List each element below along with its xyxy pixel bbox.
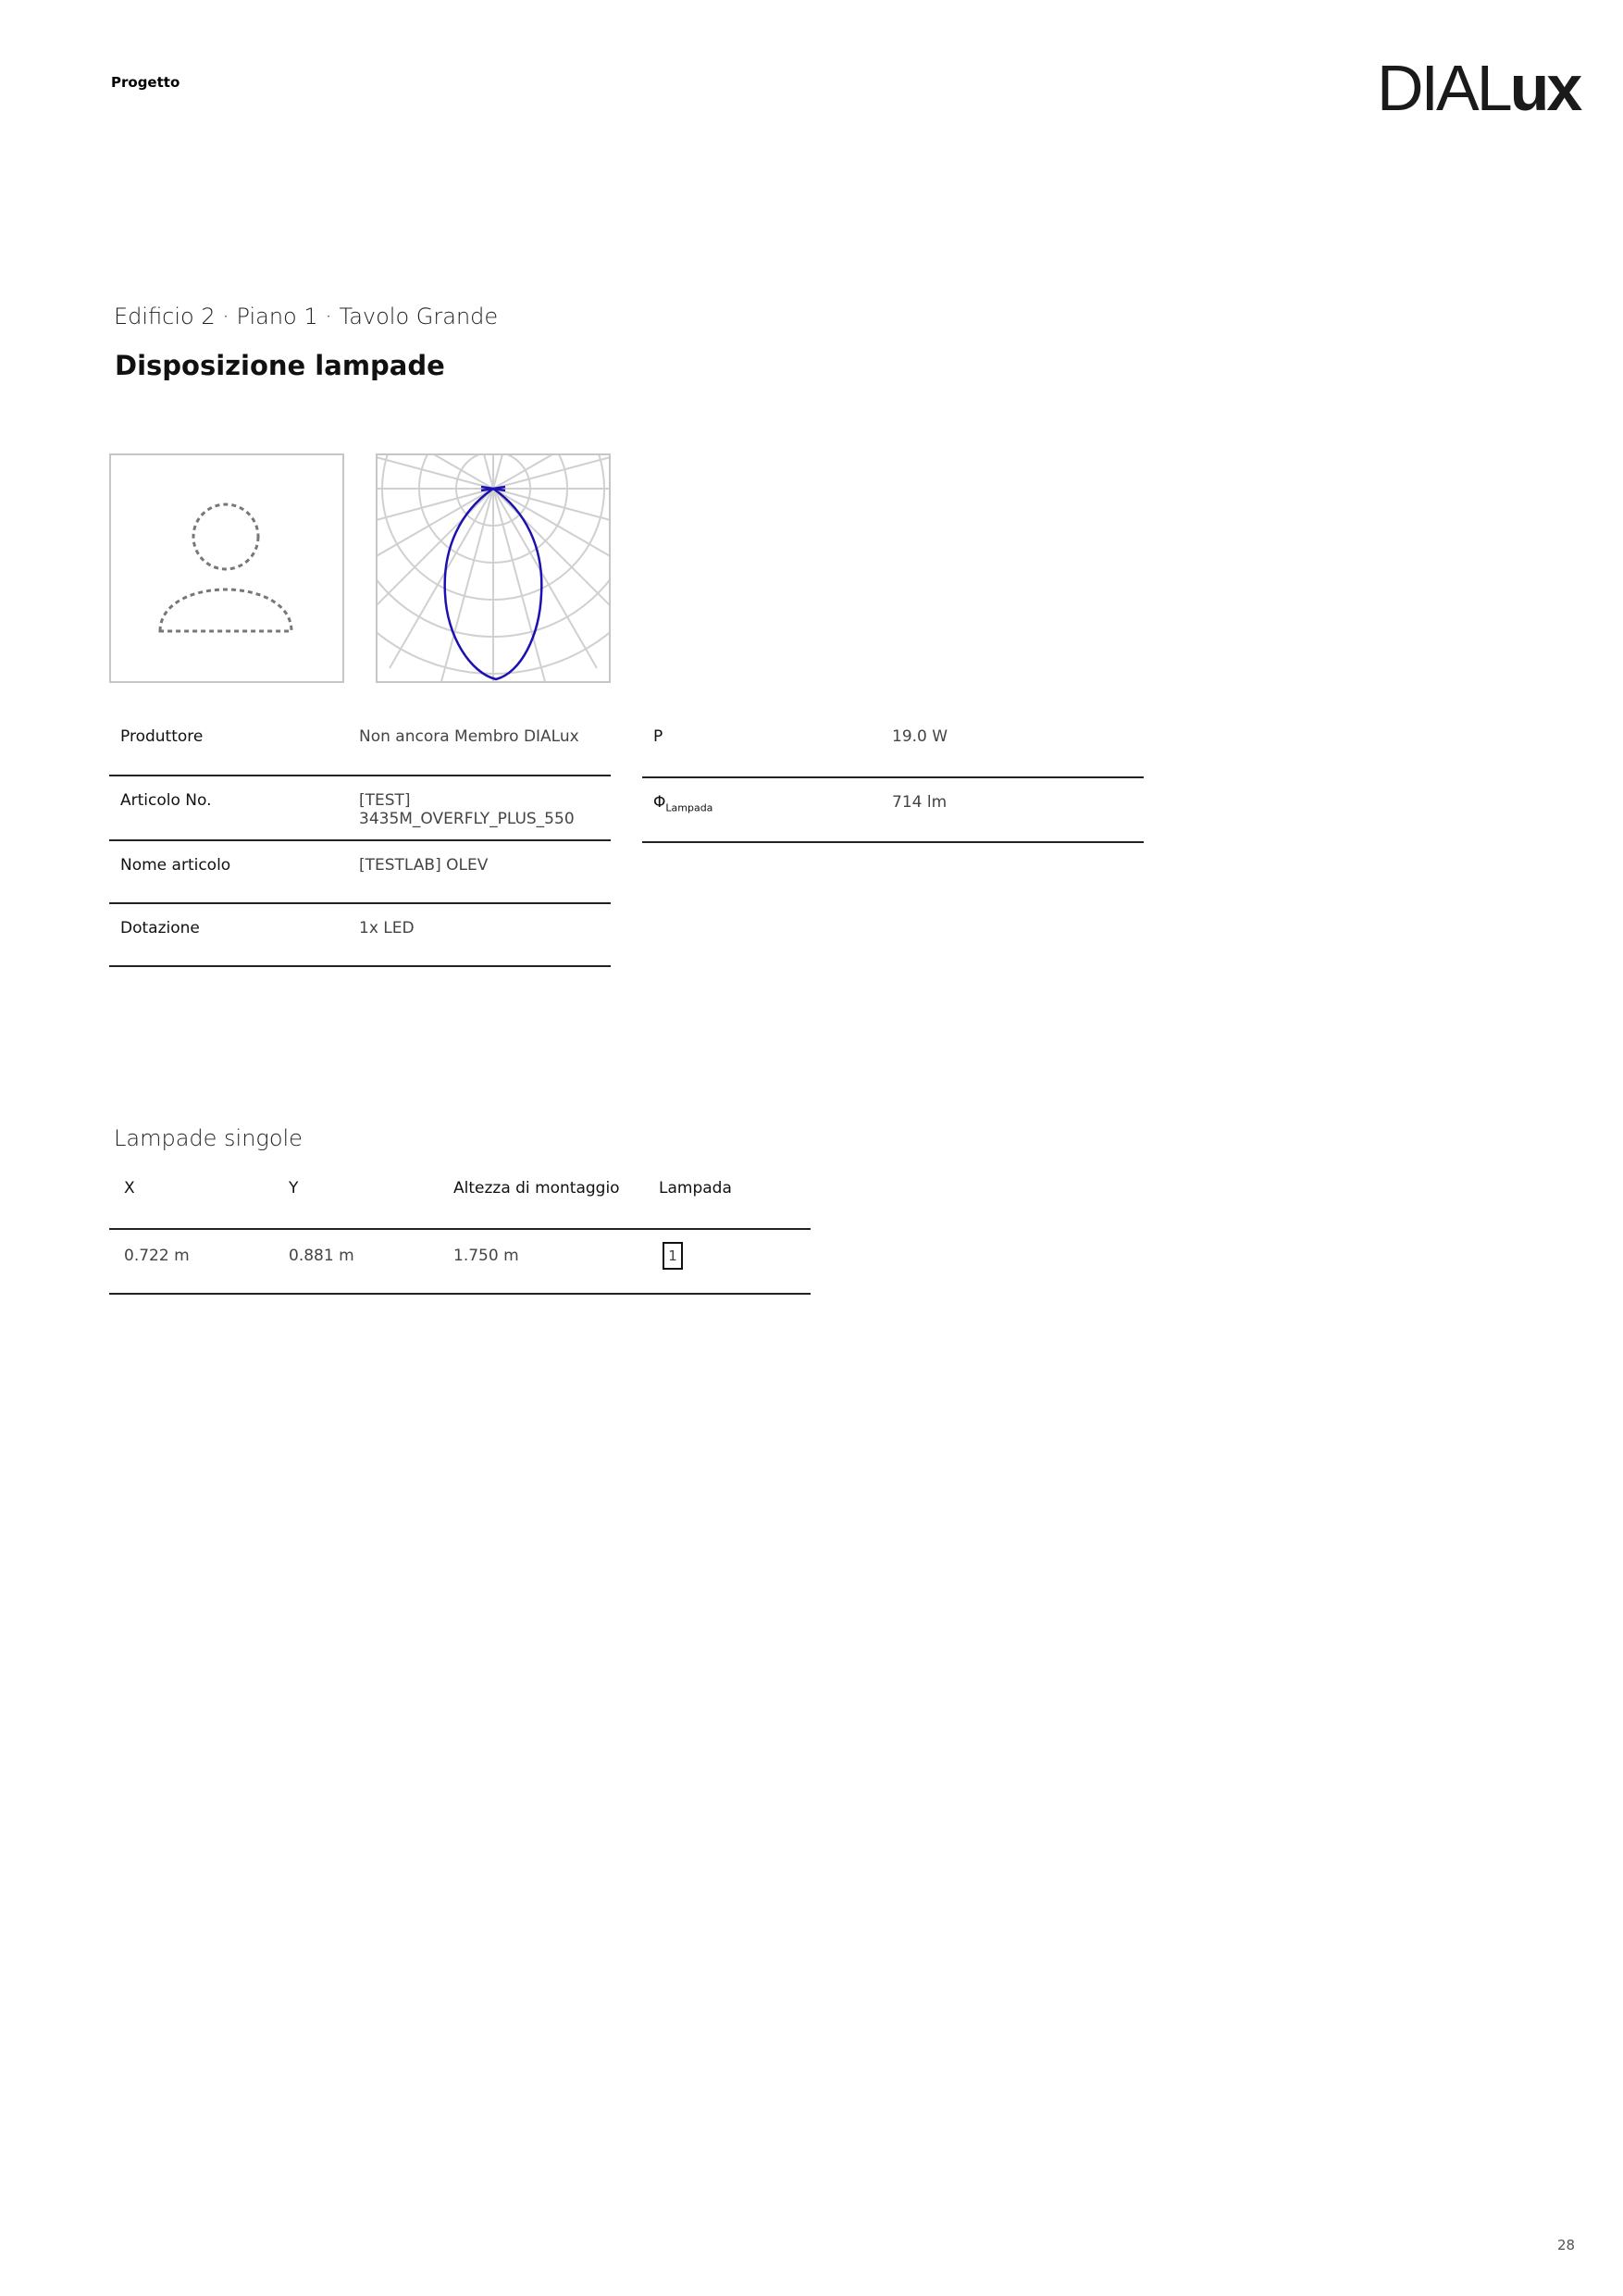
table-row <box>109 713 611 776</box>
logo-text-dial: DIAL <box>1377 52 1510 124</box>
article-number-value <box>359 776 611 840</box>
cell-y: 0.881 m <box>274 1229 439 1294</box>
luminous-flux-value: 714 lm <box>892 777 1144 842</box>
table-header-row <box>109 1168 811 1229</box>
light-distribution-diagram <box>376 453 611 683</box>
table-row <box>109 776 611 840</box>
page-number: 28 <box>1557 2237 1576 2253</box>
column-header-mounting-height: Altezza di montaggio <box>439 1168 644 1229</box>
article-name-value: [TESTLAB] OLEV <box>359 840 611 903</box>
table-row <box>642 777 1144 842</box>
table-row <box>109 1229 811 1294</box>
power-info-table <box>642 713 1144 843</box>
article-number-line1: [TEST] <box>359 791 411 810</box>
breadcrumb: Edificio 2 · Piano 1 · Tavolo Grande <box>114 304 499 329</box>
cell-lamp <box>644 1229 811 1294</box>
power-value: 19.0 W <box>892 713 1144 777</box>
table-row <box>109 840 611 903</box>
manufacturer-label: Produttore <box>109 713 359 776</box>
project-label: Progetto <box>111 74 180 91</box>
cell-x: 0.722 m <box>109 1229 274 1294</box>
single-luminaires-title: Lampade singole <box>114 1125 303 1151</box>
section-title: Disposizione lampade <box>115 350 445 381</box>
logo-text-ux: ux <box>1509 52 1580 124</box>
cell-mounting-height: 1.750 m <box>439 1229 644 1294</box>
power-label: P <box>642 713 892 777</box>
article-number-line2: 3435M_OVERFLY_PLUS_550 <box>359 810 575 828</box>
luminaire-image-placeholder <box>109 453 344 683</box>
person-placeholder-icon <box>111 455 342 681</box>
column-header-x: X <box>109 1168 274 1229</box>
phi-symbol: Φ <box>653 793 666 812</box>
article-number-label: Articolo No. <box>109 776 359 840</box>
single-luminaires-table <box>109 1168 811 1295</box>
column-header-y: Y <box>274 1168 439 1229</box>
manufacturer-value: Non ancora Membro DIALux <box>359 713 611 776</box>
polar-curve-graphic <box>378 455 609 681</box>
dialux-logo <box>1377 52 1580 124</box>
equipment-value: 1x LED <box>359 903 611 966</box>
table-row <box>642 713 1144 777</box>
table-row <box>109 903 611 966</box>
equipment-label: Dotazione <box>109 903 359 966</box>
article-name-label: Nome articolo <box>109 840 359 903</box>
luminous-flux-label <box>642 777 892 842</box>
flux-subscript: Lampada <box>665 801 713 814</box>
column-header-lamp: Lampada <box>644 1168 811 1229</box>
luminaire-info-table <box>109 713 611 967</box>
lamp-number-badge: 1 <box>663 1242 683 1270</box>
